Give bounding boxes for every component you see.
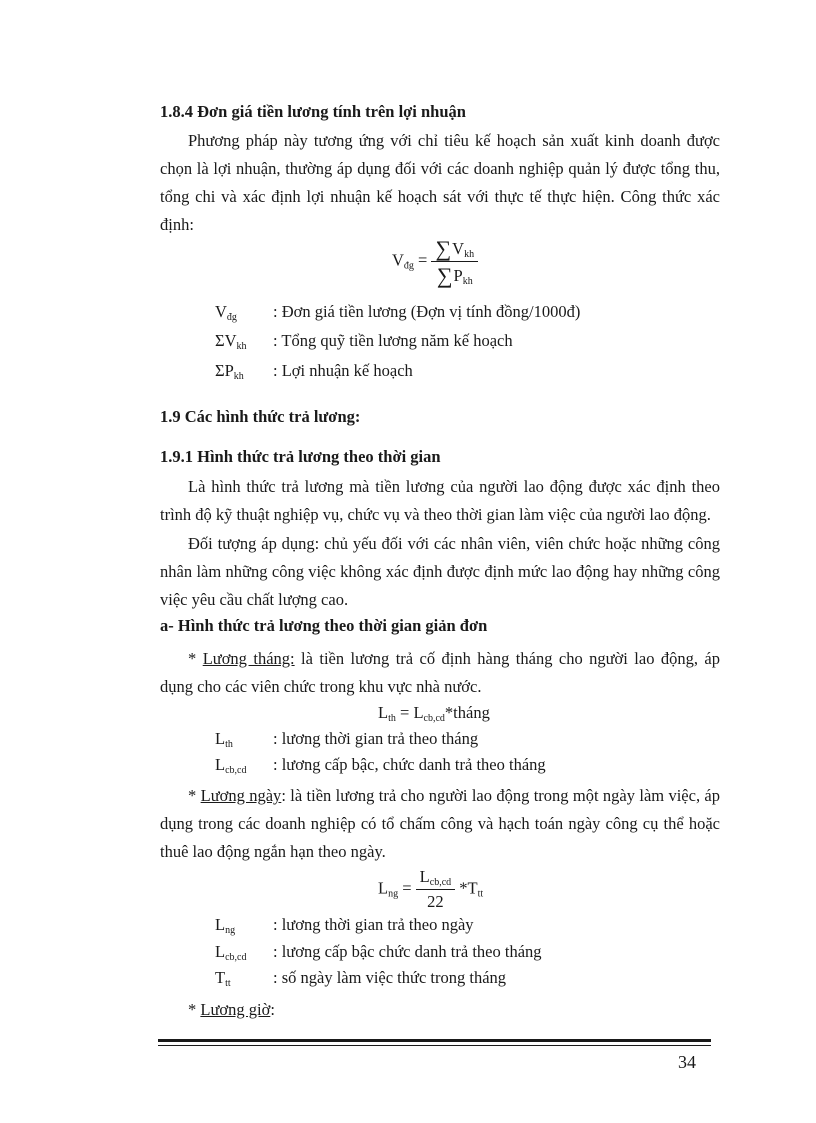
page-number: 34	[678, 1052, 696, 1072]
section-heading-a: a- Hình thức trả lương theo thời gian giản đơn	[160, 616, 488, 635]
section-heading-1-8-4: 1.8.4 Đơn giá tiền lương tính trên lợi nhuận	[160, 102, 466, 121]
term-monthly-wage: Lương tháng:	[202, 649, 295, 668]
document-page: 1.8.4 Đơn giá tiền lương tính trên lợi nhuận Phương pháp này tương ứng với chỉ tiêu kế hoạch sản xuất kinh doanh được chọn là lợi nhuận, thường áp dụng đối với các doanh nghiệp quản lý được tổng thu, tổng chi và xác định lợi nhuận kế hoạch sát với thực tế thực hiện. Công thức xác định: $V_{đg}$ = $\frac{\sum V_{kh}}{\sum P_{kh}}$ $V_{đg}$ : Đơn giá tiền lương (Đợn vị tính đồng/1000đ) $\Sigma V_{kh}$ : Tổng quỹ tiền lương năm kế hoạch $\Sigma P_{kh}$ : Lợi nhuận kế hoạch 1.9 Các hình thức trả lương: 1.9.1 Hình thức trả lương theo thời gian Là hình thức trả lương mà tiền lương của người lao động được xác định theo trình độ kỹ thuật nghiệp vụ, chức vụ và theo thời gian làm việc của người lao động. Đối tượng áp dụng: chủ yếu đối với các nhân viên, viên chức hoặc những công nhân làm những công việc không xác định được định mức lao động hay những công việc yêu cầu chất lượng cao. a- Hình thức trả lương theo thời gian giản đơn * Lương tháng: là tiền lương trả cố định hàng tháng cho người lao động, áp dụng cho các viên chức trong khu vực nhà nước. $L_{th}$ = $L_{cb,cd}*tháng$ $L_{th}$ : lương thời gian trả theo tháng $L_{cb,cd}$ : lương cấp bậc, chức danh trả theo tháng * Lương ngày: là tiền lương trả cho người lao động trong một ngày làm việc, áp dụng trong các doanh nghiệp có tổ chấm công và hạch toán ngày công cụ thể hoặc thuê lao động ngắn hạn theo ngày. $L_{ng}$ = $\frac{L_{cb,cd}}{22}$ $*T_{tt}$ $L_{ng}$ : lương thời gian trả theo ngày $L_{cb,cd}$ : lương cấp bậc chức danh trả theo tháng $T_{tt}$ : số ngày làm việc thức trong tháng * Lương giờ: 34	[0, 0, 816, 1123]
footer-rule-thin	[158, 1045, 711, 1046]
term-hourly-wage: Lương giờ	[200, 1000, 271, 1019]
paragraph-applicable: Đối tượng áp dụng: chủ yếu đối với các nhân viên, viên chức hoặc những công nhân làm những công việc không xác định được định mức lao động hay những công việc yêu cầu chất lượng cao.	[160, 534, 720, 609]
formula-lng: $L_{ng}$ = $\frac{L_{cb,cd}}{22}$ $*T_{tt}$	[378, 867, 484, 911]
paragraph-monthly-wage: * Lương tháng: là tiền lương trả cố định hàng tháng cho người lao động, áp dụng cho các viên chức trong khu vực nhà nước.	[160, 649, 720, 696]
paragraph-daily-wage: * Lương ngày: là tiền lương trả cho người lao động trong một ngày làm việc, áp dụng trong các doanh nghiệp có tổ chấm công và hạch toán ngày công cụ thể hoặc thuê lao động ngắn hạn theo ngày.	[160, 786, 720, 861]
section-heading-1-9-1: 1.9.1 Hình thức trả lương theo thời gian	[160, 447, 441, 466]
paragraph-hourly-wage: * Lương giờ:	[188, 1000, 275, 1019]
paragraph-profit-method: Phương pháp này tương ứng với chỉ tiêu kế hoạch sản xuất kinh doanh được chọn là lợi nhuận, thường áp dụng đối với các doanh nghiệp quản lý được tổng thu, tổng chi và xác định lợi nhuận kế hoạch sát với thực tế thực hiện. Công thức xác định:	[160, 131, 720, 234]
term-daily-wage: Lương ngày	[200, 786, 282, 805]
section-heading-1-9: 1.9 Các hình thức trả lương:	[160, 407, 361, 426]
formula-vdg: $V_{đg}$ = $\frac{\sum V_{kh}}{\sum P_{kh}}$	[392, 236, 478, 287]
formula-lth: $L_{th}$ = $L_{cb,cd}*tháng$	[378, 703, 490, 724]
paragraph-time-wage: Là hình thức trả lương mà tiền lương của người lao động được xác định theo trình độ kỹ thuật nghiệp vụ, chức vụ và theo thời gian làm việc của người lao động.	[160, 477, 720, 524]
footer-rule-thick	[158, 1039, 711, 1042]
